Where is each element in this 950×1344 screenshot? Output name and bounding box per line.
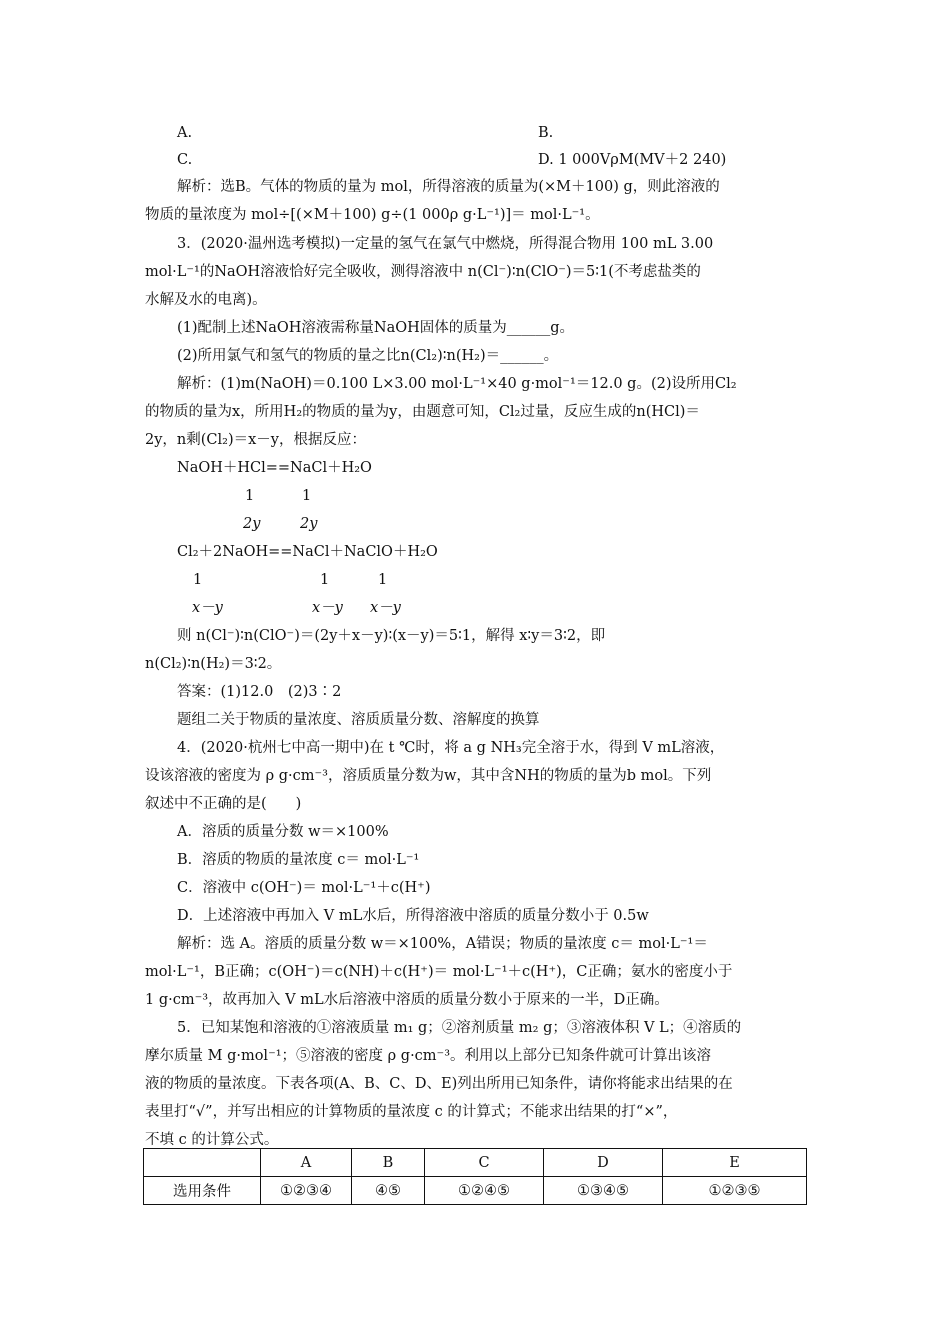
eq1-amount: 2y (300, 516, 318, 532)
q3-conclusion-line1: 则 n(Cl⁻)∶n(ClO⁻)＝(2y＋x－y)∶(x－y)＝5∶1，解得 x∶y＝3∶2，即 (177, 628, 606, 644)
q5-line2: 摩尔质量 M g·mol⁻¹；⑤溶液的密度 ρ g·cm⁻³。利用以上部分已知条件就可计算出该溶 (145, 1048, 712, 1064)
q3-analysis-line1: 解析：(1)m(NaOH)＝0.100 L×3.00 mol·L⁻¹×40 g·mol⁻¹＝12.0 g。(2)设所用Cl₂ (177, 376, 737, 392)
equation-2: Cl₂＋2NaOH==NaCl＋NaClO＋H₂O (177, 544, 438, 560)
table-header-row (144, 1149, 807, 1177)
eq1-coef: 1 (245, 488, 255, 504)
table-header-cell: B (352, 1149, 425, 1177)
equation-1: NaOH＋HCl==NaCl＋H₂O (177, 460, 372, 476)
eq2-amount: x－y (192, 600, 223, 616)
q3-analysis-line2: 的物质的量为x，所用H₂的物质的量为y，由题意可知，Cl₂过量，反应生成的n(HCl)＝ (145, 404, 700, 420)
q5-line5: 不填 c 的计算公式。 (145, 1132, 279, 1148)
table-header-cell: C (425, 1149, 544, 1177)
eq2-coef: 1 (320, 572, 330, 588)
table-header-cell: D (544, 1149, 663, 1177)
eq2-coef: 1 (378, 572, 388, 588)
table-cell: ①③④⑤ (544, 1177, 663, 1205)
q4-option-d: D．上述溶液中再加入 V mL水后，所得溶液中溶质的质量分数小于 0.5w (177, 908, 649, 924)
eq1-coef: 1 (302, 488, 312, 504)
q4-line2: 设该溶液的密度为 ρ g·cm⁻³，溶质质量分数为w，其中含NH的物质的量为b mol。下列 (145, 768, 712, 784)
q4-line3: 叙述中不正确的是( ) (145, 796, 302, 812)
q3-line3: 水解及水的电离)。 (145, 292, 267, 308)
table-cell: ①②④⑤ (425, 1177, 544, 1205)
q2-analysis-line1: 解析：选B。气体的物质的量为 mol，所得溶液的质量为(×M＋100) g，则此溶液的 (177, 179, 720, 195)
q3-answer: 答案：(1)12.0 (2)3∶2 (177, 684, 342, 700)
option-d: D. 1 000VρM(MV＋2 240) (538, 152, 727, 168)
q3-conclusion-line2: n(Cl₂)∶n(H₂)＝3∶2。 (145, 656, 282, 672)
table-row (144, 1177, 807, 1205)
table-cell: ④⑤ (352, 1177, 425, 1205)
q3-line2: mol·L⁻¹的NaOH溶液恰好完全吸收，测得溶液中 n(Cl⁻)∶n(ClO⁻)＝5∶1(不考虑盐类的 (145, 264, 701, 280)
q4-analysis-line2: mol·L⁻¹，B正确；c(OH⁻)＝c(NH)＋c(H⁺)＝ mol·L⁻¹＋c(H⁺)，C正确；氨水的密度小于 (145, 964, 733, 980)
q2-analysis-line2: 物质的量浓度为 mol÷[(×M＋100) g÷(1 000ρ g·L⁻¹)]＝ mol·L⁻¹。 (145, 207, 600, 223)
q5-line4: 表里打“√”，并写出相应的计算物质的量浓度 c 的计算式；不能求出结果的打“×”， (145, 1104, 678, 1120)
q4-analysis-line1: 解析：选 A。溶质的质量分数 w＝×100%，A错误；物质的量浓度 c＝ mol·L⁻¹＝ (177, 936, 708, 952)
q5-line1: 5．已知某饱和溶液的①溶液质量 m₁ g；②溶剂质量 m₂ g；③溶液体积 V L；④溶质的 (177, 1020, 742, 1036)
eq2-amount: x－y (370, 600, 401, 616)
q3-analysis-line3: 2y，n剩(Cl₂)＝x－y，根据反应： (145, 432, 366, 448)
table-cell: ①②③④ (261, 1177, 352, 1205)
q3-sub1: (1)配制上述NaOH溶液需称量NaOH固体的质量为______g。 (177, 320, 575, 336)
table-header-cell: E (663, 1149, 807, 1177)
q4-line1: 4．(2020·杭州七中高一期中)在 t ℃时，将 a g NH₃完全溶于水，得到 V mL溶液， (177, 740, 725, 756)
eq2-coef: 1 (193, 572, 203, 588)
q4-analysis-line3: 1 g·cm⁻³，故再加入 V mL水后溶液中溶质的质量分数小于原来的一半，D正确。 (145, 992, 669, 1008)
conditions-table (143, 1148, 807, 1205)
q4-option-a: A．溶质的质量分数 w＝×100% (177, 824, 389, 840)
option-b: B. (538, 125, 554, 141)
eq1-amount: 2y (243, 516, 261, 532)
group2-title: 题组二关于物质的量浓度、溶质质量分数、溶解度的换算 (177, 712, 540, 728)
eq2-amount: x－y (312, 600, 343, 616)
option-c: C. (177, 152, 193, 168)
q5-line3: 液的物质的量浓度。下表各项(A、B、C、D、E)列出所用已知条件，请你将能求出结果的在 (145, 1076, 733, 1092)
table-row-label: 选用条件 (144, 1177, 261, 1205)
q3-line1: 3．(2020·温州选考模拟)一定量的氢气在氯气中燃烧，所得混合物用 100 mL 3.00 (177, 236, 714, 252)
option-a: A. (177, 125, 193, 141)
q4-option-c: C．溶液中 c(OH⁻)＝ mol·L⁻¹＋c(H⁺) (177, 880, 431, 896)
q3-sub2: (2)所用氯气和氢气的物质的量之比n(Cl₂)∶n(H₂)＝______。 (177, 348, 559, 364)
table-header-cell (144, 1149, 261, 1177)
q4-option-b: B．溶质的物质的量浓度 c＝ mol·L⁻¹ (177, 852, 420, 868)
table-cell: ①②③⑤ (663, 1177, 807, 1205)
table-header-cell: A (261, 1149, 352, 1177)
